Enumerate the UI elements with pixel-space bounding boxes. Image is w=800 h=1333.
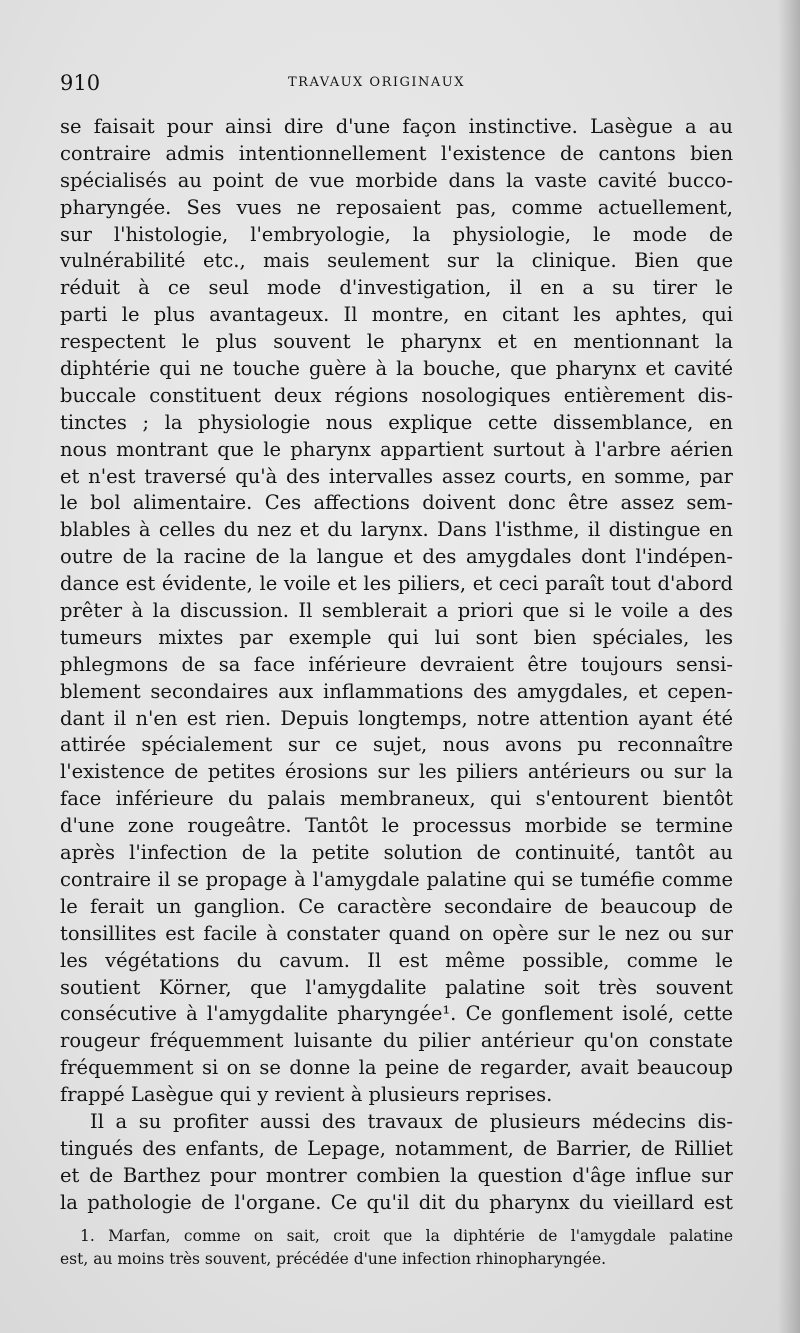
text-line: dant il n'en est rien. Depuis longtemps, notre attention ayant été [60,706,733,730]
text-line: et de Barthez pour montrer combien la question d'âge influe sur [60,1163,733,1187]
text-line: se faisait pour ainsi dire d'une façon instinctive. Lasègue a au [60,115,733,138]
text-line: tumeurs mixtes par exemple qui lui sont bien spéciales, les [60,625,733,649]
page-edge-shadow [778,0,800,1333]
text-line: fréquemment si on se donne la peine de regarder, avait beaucoup [60,1056,733,1080]
page-number: 910 [60,71,101,95]
text-line: attirée spécialement sur ce sujet, nous avons pu reconnaître [60,733,733,757]
text-line: respectent le plus souvent le pharynx et en mentionnant la [60,330,733,354]
text-line: buccale constituent deux régions nosologiques entièrement dis- [60,383,733,407]
footnote-line: est, au moins très souvent, précédée d'une infection rhinopharyngée. [60,1250,607,1268]
text-line: le ferait un ganglion. Ce caractère secondaire de beaucoup de [60,894,733,918]
text-line: prêter à la discussion. Il semblerait a priori que si le voile a des [60,599,733,623]
body-text [60,114,733,1217]
running-head [60,66,740,100]
text-line: d'une zone rougeâtre. Tantôt le processus morbide se termine [60,814,733,838]
text-line: tinctes ; la physiologie nous explique cette dissemblance, en [60,410,733,434]
text-line: consécutive à l'amygdalite pharyngée¹. Ce gonflement isolé, cette [60,1002,733,1026]
paragraph-end-line: frappé Lasègue qui y revient à plusieurs reprises. [60,1083,553,1107]
text-line: tingués des enfants, de Lepage, notamment, de Barrier, de Rilliet [60,1136,733,1160]
paragraph-start-line: Il a su profiter aussi des travaux de plusieurs médecins dis- [90,1109,733,1133]
text-line: les végétations du cavum. Il est même possible, comme le [60,948,733,972]
footnote [60,1225,733,1271]
text-line: outre de la racine de la langue et des amygdales dont l'indépen- [60,545,733,569]
text-line: nous montrant que le pharynx appartient surtout à l'arbre aérien [60,437,733,461]
text-line: parti le plus avantageux. Il montre, en citant les aphtes, qui [60,303,733,327]
text-line: blables à celles du nez et du larynx. Dans l'isthme, il distingue en [60,518,733,542]
text-line: rougeur fréquemment luisante du pilier antérieur qu'on constate [60,1029,733,1053]
text-line: réduit à ce seul mode d'investigation, il en a su tirer le [60,276,733,300]
text-line: après l'infection de la petite solution de continuité, tantôt au [60,841,733,865]
text-line: contraire il se propage à l'amygdale palatine qui se tuméfie comme [60,867,733,891]
text-line: diphtérie qui ne touche guère à la bouche, que pharynx et cavité [60,357,733,381]
text-line: tonsillites est facile à constater quand on opère sur le nez ou sur [60,921,733,945]
text-line: vulnérabilité etc., mais seulement sur la clinique. Bien que [60,249,733,273]
text-line: soutient Körner, que l'amygdalite palatine soit très souvent [60,975,733,999]
text-line: la pathologie de l'organe. Ce qu'il dit du pharynx du vieillard est [60,1190,733,1214]
text-line: blement secondaires aux inflammations des amygdales, et cepen- [60,679,733,703]
text-line: dance est évidente, le voile et les piliers, et ceci paraît tout d'abord [60,572,733,596]
text-line: phlegmons de sa face inférieure devraient être toujours sensi- [60,652,733,676]
text-line: contraire admis intentionnellement l'existence de cantons bien [60,141,733,165]
text-line: pharyngée. Ses vues ne reposaient pas, comme actuellement, [60,195,733,219]
footnote-line: 1. Marfan, comme on sait, croit que la diphtérie de l'amygdale palatine [80,1227,733,1245]
text-line: et n'est traversé qu'à des intervalles assez courts, en somme, par [60,464,733,488]
text-line: spécialisés au point de vue morbide dans la vaste cavité bucco- [60,168,733,192]
text-line: face inférieure du palais membraneux, qui s'entourent bientôt [60,787,733,811]
text-line: l'existence de petites érosions sur les piliers antérieurs ou sur la [60,760,733,784]
text-line: sur l'histologie, l'embryologie, la physiologie, le mode de [60,222,733,246]
text-line: le bol alimentaire. Ces affections doivent donc être assez sem- [60,491,733,515]
running-title: TRAVAUX ORIGINAUX [288,75,466,90]
